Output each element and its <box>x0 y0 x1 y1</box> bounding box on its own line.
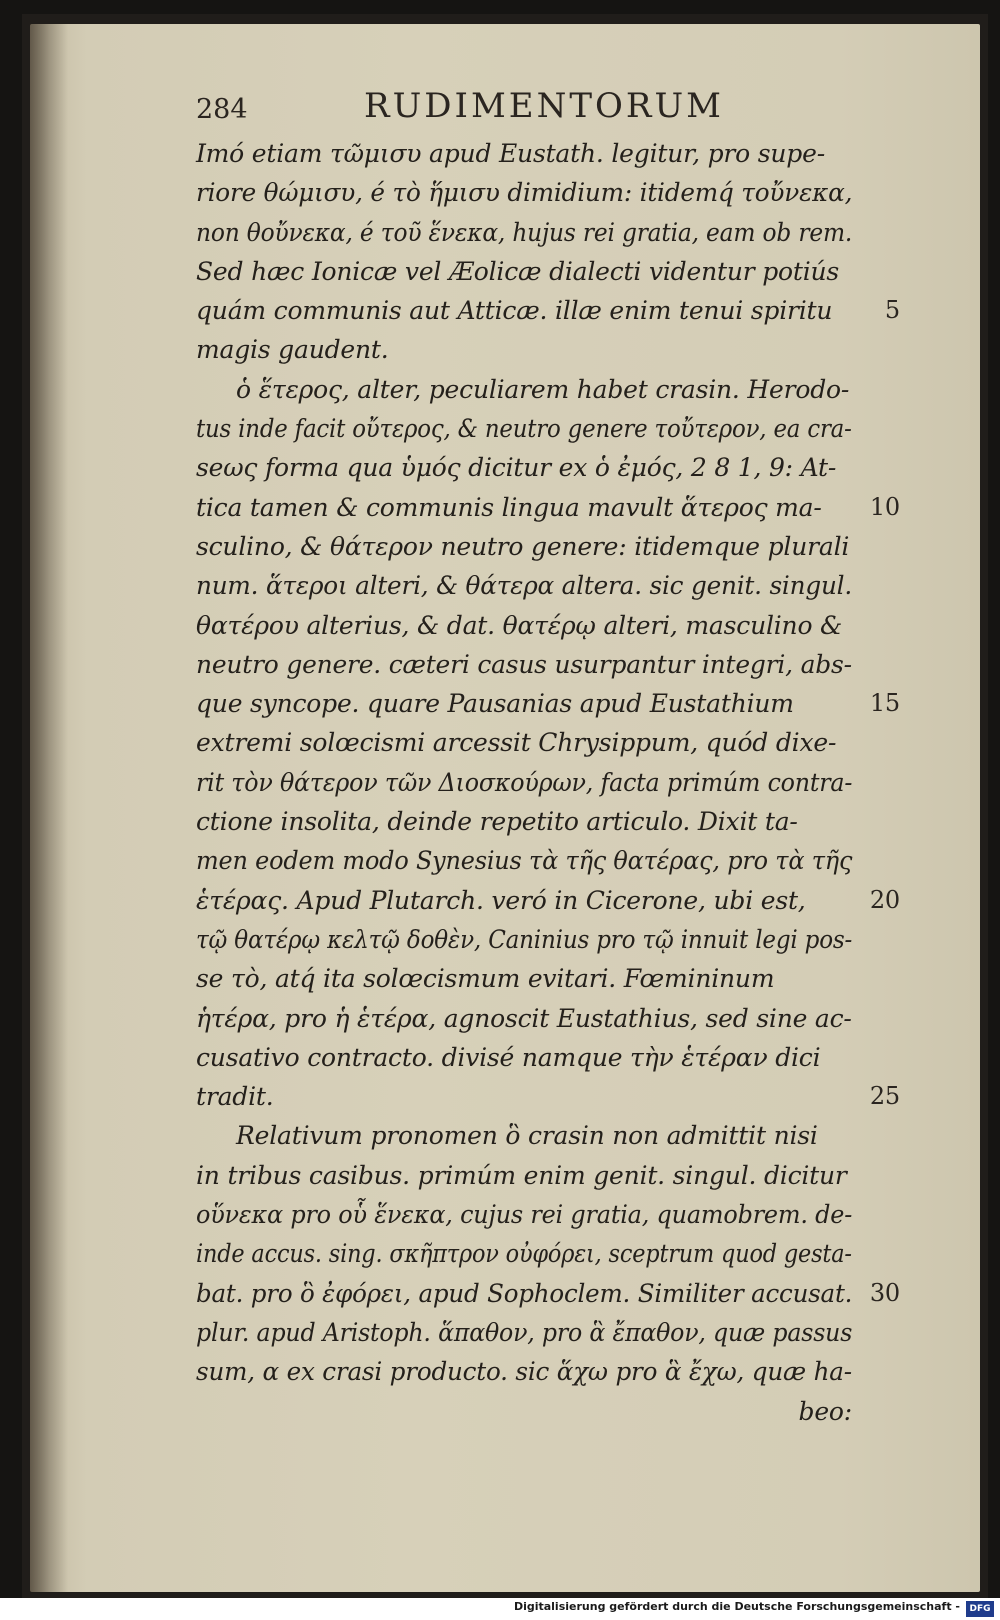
line-number: 30 <box>869 1278 900 1307</box>
text-line <box>196 1392 852 1431</box>
text-line <box>196 527 852 566</box>
text-line <box>196 566 852 605</box>
line-text: Imó etiam τῶμισυ apud Eustath. legitur, pro supe- <box>196 139 825 168</box>
line-text: num. ἅτεροι alteri, & θάτερα altera. sic genit. singul. <box>196 571 853 601</box>
line-text: bat. pro ὃ ἐφόρει, apud Sophoclem. Similiter accusat. <box>196 1278 853 1308</box>
footer-bar <box>0 1598 1000 1620</box>
dfg-logo: DFG <box>966 1601 994 1617</box>
running-head: RUDIMENTORUM <box>364 86 724 126</box>
line-text: in tribus casibus. primúm enim genit. singul. dicitur <box>196 1160 847 1190</box>
line-text: inde accus. sing. σκῆπτρον οὐφόρει, sceptrum quod gesta- <box>196 1239 852 1269</box>
text-line <box>196 1352 852 1391</box>
text-line <box>196 488 900 527</box>
line-text: tradit. <box>196 1082 274 1112</box>
line-text: magis gaudent. <box>196 335 389 365</box>
line-text: que syncope. quare Pausanias apud Eustathium <box>196 689 794 719</box>
text-line <box>196 1116 852 1155</box>
line-text: non θοὔνεκα, é τοῦ ἕνεκα, hujus rei gratia, eam ob rem. <box>196 217 853 247</box>
page-number: 284 <box>196 94 248 125</box>
line-number: 25 <box>869 1082 900 1111</box>
binding-shadow <box>30 24 68 1592</box>
line-text: ἑτέρας. Apud Plutarch. veró in Cicerone, ubi est, <box>196 885 806 915</box>
text-line <box>196 1313 852 1352</box>
text-line <box>196 999 852 1038</box>
line-text: se τὸ, atq́ ita solœcismum evitari. Fœmininum <box>196 964 775 994</box>
page-header <box>196 86 896 132</box>
text-line <box>196 1038 852 1077</box>
text-line <box>196 330 852 369</box>
text-line <box>196 173 852 212</box>
line-text: τῷ θατέρῳ κελτῷ δοθὲν, Caninius pro τῷ innuit legi pos- <box>196 924 853 954</box>
line-text: men eodem modo Synesius τὰ τῆς θατέρας, pro τὰ τῆς <box>196 846 853 876</box>
text-line <box>196 1274 900 1313</box>
text-line <box>196 252 852 291</box>
line-text: seως forma qua ὑμός dicitur ex ὁ ἐμός, 2 8 1, 9: At- <box>196 453 837 483</box>
text-line <box>196 881 900 920</box>
text-line <box>196 370 852 409</box>
body-text <box>196 134 900 1431</box>
line-number: 20 <box>869 885 900 914</box>
text-line <box>196 1195 852 1234</box>
line-number: 5 <box>884 296 900 325</box>
line-text: neutro genere. cæteri casus usurpantur integri, abs- <box>196 649 852 679</box>
line-text: beo: <box>798 1396 852 1426</box>
text-line <box>196 291 900 330</box>
line-text: sum, α ex crasi producto. sic ἅχω pro ἃ ἔχω, quæ ha- <box>196 1357 852 1387</box>
line-number: 10 <box>869 492 900 521</box>
line-text: extremi solœcismi arcessit Chrysippum, quód dixe- <box>196 728 837 758</box>
line-text: οὕνεκα pro οὗ ἕνεκα, cujus rei gratia, quamobrem. de- <box>196 1200 853 1230</box>
line-text: cusativo contracto. divisé namque τὴν ἑτέραν dici <box>196 1042 821 1072</box>
text-line <box>196 409 852 448</box>
text-line <box>196 213 852 252</box>
footer-credit: Digitalisierung gefördert durch die Deutsche Forschungsgemeinschaft - <box>513 1600 960 1613</box>
text-line <box>196 802 852 841</box>
text-line <box>196 763 852 802</box>
line-text: tica tamen & communis lingua mavult ἅτερος ma- <box>196 492 822 522</box>
text-line <box>196 959 852 998</box>
line-text: tus inde facit οὔτερος, & neutro genere τοὔτερον, ea cra- <box>196 414 852 444</box>
line-text: ὁ ἕτερος, alter, peculiarem habet crasin. Herodo- <box>236 374 850 404</box>
line-text: riore θώμισυ, é τὸ ἥμισυ dimidium: itidemq́ τοὔνεκα, <box>196 178 853 208</box>
text-line <box>196 723 852 762</box>
line-text: plur. apud Aristoph. ἅπαθον, pro ἃ ἔπαθον, quæ passus <box>196 1317 853 1347</box>
line-text: θατέρου alterius, & dat. θατέρῳ alteri, masculino & <box>196 610 843 640</box>
text-line <box>196 1077 900 1116</box>
text-line <box>196 684 900 723</box>
line-text: sculino, & θάτερον neutro genere: itidemque plurali <box>196 531 850 561</box>
line-text: Relativum pronomen ὃ crasin non admittit nisi <box>236 1121 818 1151</box>
line-text: ctione insolita, deinde repetito articulo. Dixit ta- <box>196 807 798 837</box>
text-line <box>196 1234 852 1273</box>
line-number: 15 <box>869 689 900 718</box>
text-line <box>196 645 852 684</box>
text-line <box>196 841 852 880</box>
text-line <box>196 606 852 645</box>
line-text: ἡτέρα, pro ἡ ἑτέρα, agnoscit Eustathius, sed sine ac- <box>196 1003 852 1033</box>
line-text: Sed hæc Ionicæ vel Æolicæ dialecti videntur potiús <box>196 256 840 286</box>
text-line <box>196 920 852 959</box>
line-text: rit τὸν θάτερον τῶν Διοσκούρων, facta primúm contra- <box>196 767 853 797</box>
text-line <box>196 448 852 487</box>
text-line <box>196 1156 852 1195</box>
text-line <box>196 134 852 173</box>
line-text: quám communis aut Atticæ. illæ enim tenui spiritu <box>196 296 833 326</box>
